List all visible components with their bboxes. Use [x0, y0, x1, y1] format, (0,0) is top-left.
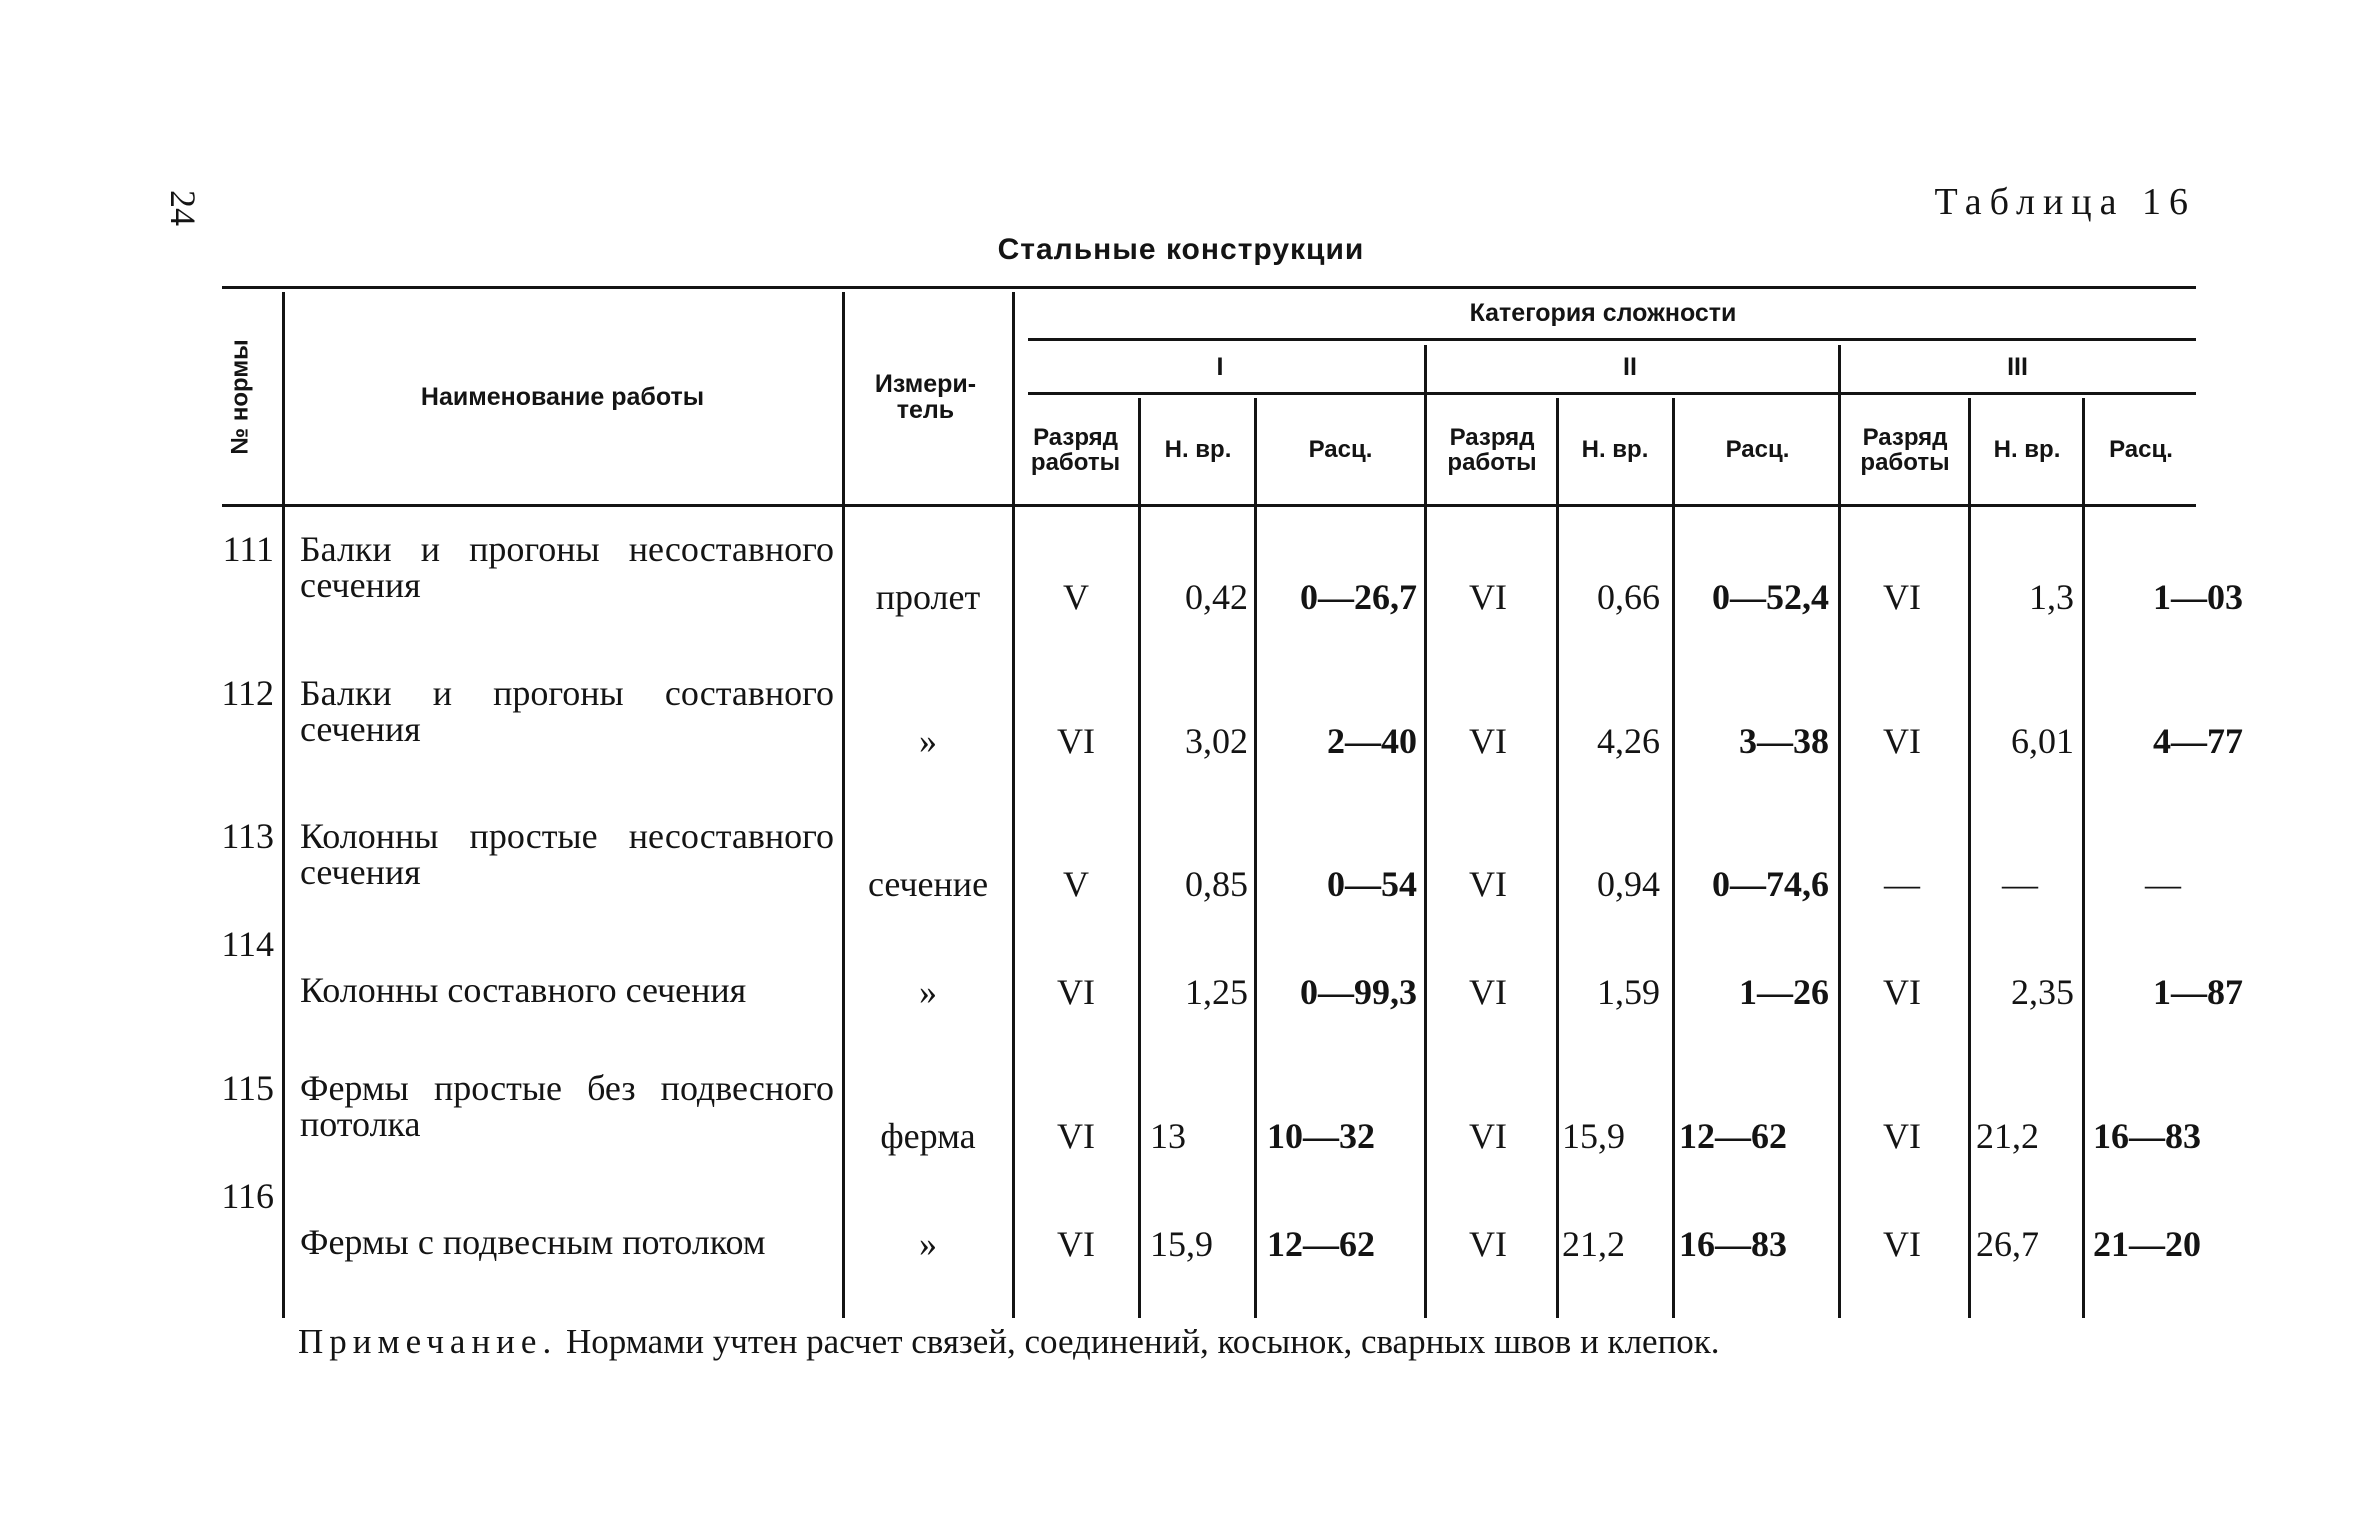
work-name-header: Наименование работы: [420, 382, 705, 411]
category-3-price: 16—83: [2093, 1116, 2201, 1156]
table-label: Таблица 16: [1934, 181, 2196, 223]
category-2-price: 1—26: [1739, 972, 1829, 1012]
time-header-1: Н. вр.: [1164, 436, 1232, 464]
work-name: Колонны простые несоставного сечения: [300, 816, 834, 892]
time-header-3: Н. вр.: [1993, 436, 2061, 464]
category-1-header: I: [1216, 353, 1224, 382]
subcolumn-divider: [1968, 398, 1971, 1318]
category-3-time: 2,35: [2011, 972, 2074, 1012]
category-1-grade: V: [1063, 577, 1089, 617]
category-1-grade: VI: [1057, 721, 1095, 761]
category-3-time: 6,01: [2011, 721, 2074, 761]
norm-number-header: № нормы: [227, 339, 255, 455]
subcolumn-divider: [1138, 398, 1141, 1318]
category-2-header: II: [1623, 353, 1637, 382]
category-3-time: —: [2002, 864, 2038, 904]
category-1-grade: VI: [1057, 1116, 1095, 1156]
category-3-time: 1,3: [2029, 577, 2074, 617]
category-3-grade: VI: [1883, 1116, 1921, 1156]
subcolumn-divider: [1672, 398, 1675, 1318]
unit-value: »: [919, 721, 937, 761]
category-1-price: 0—99,3: [1300, 972, 1417, 1012]
category-1-time: 3,02: [1185, 721, 1248, 761]
category-2-time: 0,94: [1597, 864, 1660, 904]
norm-number: 111: [222, 529, 274, 569]
category-1-grade: V: [1063, 864, 1089, 904]
work-name: Фермы с подвесным потолком: [300, 1222, 766, 1262]
category-3-price: —: [2145, 864, 2181, 904]
time-header-2: Н. вр.: [1581, 436, 1649, 464]
category-2-price: 16—83: [1679, 1224, 1787, 1264]
unit-value: сечение: [867, 864, 989, 904]
page-number: 24: [163, 190, 203, 226]
table-note: [298, 1322, 1720, 1362]
category-2-time: 4,26: [1597, 721, 1660, 761]
unit-value: ферма: [880, 1116, 976, 1156]
category-2-grade: VI: [1469, 1116, 1507, 1156]
unit-value: »: [919, 972, 937, 1012]
category-3-price: 4—77: [2153, 721, 2243, 761]
category-2-time: 21,2: [1562, 1224, 1625, 1264]
category-2-grade: VI: [1469, 864, 1507, 904]
work-name: Колонны составного сечения: [300, 970, 747, 1010]
unit-value: пролет: [875, 577, 981, 617]
price-header-1: Расц.: [1308, 436, 1373, 464]
category-2-grade: VI: [1469, 721, 1507, 761]
grade-header-1: Разряд работы: [1030, 423, 1121, 476]
category-3-header: III: [2007, 353, 2028, 382]
price-header-3: Расц.: [2109, 436, 2173, 464]
subcolumn-divider: [1254, 398, 1257, 1318]
norm-number: 115: [221, 1068, 274, 1108]
note-text: Нормами учтен расчет связей, соединений, косынок, сварных швов и клепок.: [565, 1322, 1720, 1361]
category-2-grade: VI: [1469, 972, 1507, 1012]
category-2-price: 3—38: [1739, 721, 1829, 761]
grade-header-2: Разряд работы: [1447, 423, 1537, 476]
work-name: Балки и прогоны составного сечения: [300, 673, 834, 749]
category-group-divider: [1424, 345, 1427, 1318]
category-2-time: 1,59: [1597, 972, 1660, 1012]
category-2-grade: VI: [1469, 1224, 1507, 1264]
work-name: Балки и прогоны несоставного сечения: [300, 529, 834, 605]
table-title: Стальные конструкции: [997, 233, 1365, 266]
header-bottom-rule: [222, 504, 2196, 507]
category-3-grade: VI: [1883, 577, 1921, 617]
category-1-time: 0,85: [1185, 864, 1248, 904]
norm-number: 113: [221, 816, 274, 856]
category-1-time: 1,25: [1185, 972, 1248, 1012]
category-1-price: 0—26,7: [1300, 577, 1417, 617]
work-name: Фермы простые без подвесного потолка: [300, 1068, 834, 1144]
category-2-price: 0—52,4: [1712, 577, 1829, 617]
category-1-time: 15,9: [1150, 1224, 1213, 1264]
category-3-time: 21,2: [1976, 1116, 2039, 1156]
norm-number: 112: [221, 673, 274, 713]
category-3-grade: —: [1884, 864, 1920, 904]
category-1-price: 2—40: [1327, 721, 1417, 761]
category-1-time: 13: [1150, 1116, 1186, 1156]
subcolumn-divider: [2082, 398, 2085, 1318]
category-1-time: 0,42: [1185, 577, 1248, 617]
grade-header-3: Разряд работы: [1860, 423, 1950, 476]
category-1-price: 0—54: [1327, 864, 1417, 904]
category-2-price: 12—62: [1679, 1116, 1787, 1156]
note-lead: Примечание.: [298, 1322, 558, 1361]
norm-number: 116: [221, 1176, 274, 1216]
category-3-grade: VI: [1883, 1224, 1921, 1264]
category-3-time: 26,7: [1976, 1224, 2039, 1264]
category-2-time: 15,9: [1562, 1116, 1625, 1156]
category-1-price: 12—62: [1267, 1224, 1375, 1264]
price-header-2: Расц.: [1725, 436, 1790, 464]
subcolumn-divider: [1556, 398, 1559, 1318]
category-3-price: 1—03: [2153, 577, 2243, 617]
top-rule: [222, 286, 2196, 289]
unit-value: »: [919, 1224, 937, 1264]
category-1-grade: VI: [1057, 972, 1095, 1012]
category-2-time: 0,66: [1597, 577, 1660, 617]
unit-header: Измери- тель: [874, 369, 977, 424]
category-3-grade: VI: [1883, 721, 1921, 761]
category-header: Категория сложности: [1469, 298, 1737, 327]
category-3-grade: VI: [1883, 972, 1921, 1012]
category-1-grade: VI: [1057, 1224, 1095, 1264]
category-rule: [1028, 338, 2196, 341]
subcategory-rule: [1028, 392, 2196, 395]
category-3-price: 21—20: [2093, 1224, 2201, 1264]
norm-number: 114: [221, 924, 274, 964]
category-1-price: 10—32: [1267, 1116, 1375, 1156]
category-2-grade: VI: [1469, 577, 1507, 617]
category-2-price: 0—74,6: [1712, 864, 1829, 904]
category-3-price: 1—87: [2153, 972, 2243, 1012]
